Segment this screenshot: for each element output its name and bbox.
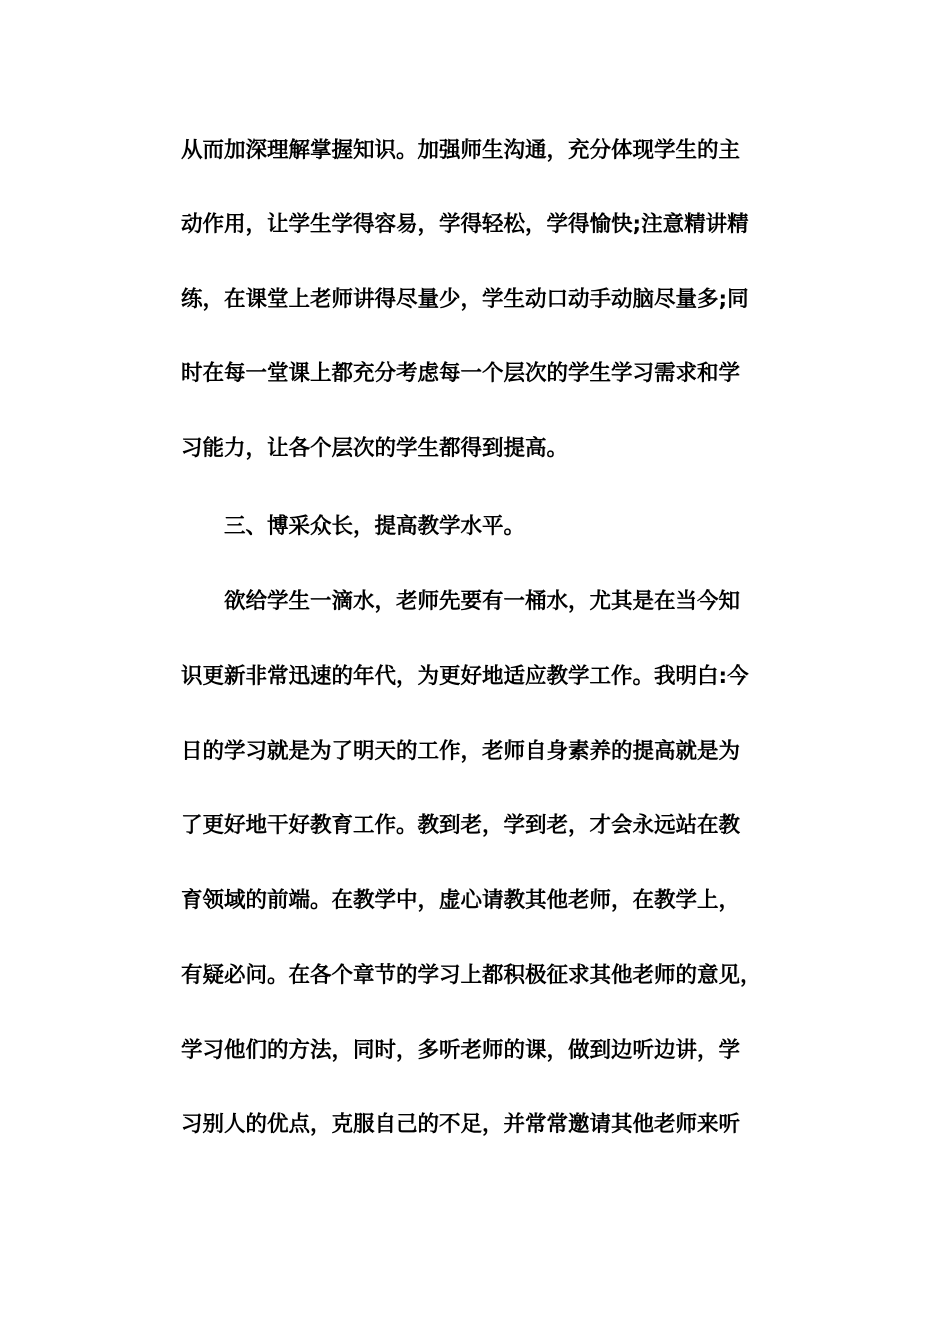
paragraph-first-line: 欲给学生一滴水，老师先要有一桶水，尤其是在当今知 <box>224 589 741 614</box>
text-line: 练，在课堂上老师讲得尽量少，学生动口动手动脑尽量多;同 <box>181 287 749 312</box>
text-line: 识更新非常迅速的年代，为更好地适应教学工作。我明白:今 <box>181 664 749 689</box>
text-line: 育领域的前端。在教学中，虚心请教其他老师，在教学上， <box>181 888 741 913</box>
text-line: 日的学习就是为了明天的工作，老师自身素养的提高就是为 <box>181 739 741 764</box>
text-line: 习别人的优点，克服自己的不足，并常常邀请其他老师来听 <box>181 1112 741 1137</box>
text-line: 有疑必问。在各个章节的学习上都积极征求其他老师的意见， <box>181 963 762 988</box>
section-heading: 三、博采众长，提高教学水平。 <box>224 514 526 539</box>
text-line: 习能力，让各个层次的学生都得到提高。 <box>181 436 569 461</box>
text-line: 时在每一堂课上都充分考虑每一个层次的学生学习需求和学 <box>181 361 741 386</box>
text-line: 学习他们的方法，同时，多听老师的课，做到边听边讲，学 <box>181 1038 741 1063</box>
text-line: 从而加深理解掌握知识。加强师生沟通，充分体现学生的主 <box>181 138 741 163</box>
text-line: 动作用，让学生学得容易，学得轻松，学得愉快;注意精讲精 <box>181 212 749 237</box>
text-line: 了更好地干好教育工作。教到老，学到老，才会永远站在教 <box>181 813 741 838</box>
